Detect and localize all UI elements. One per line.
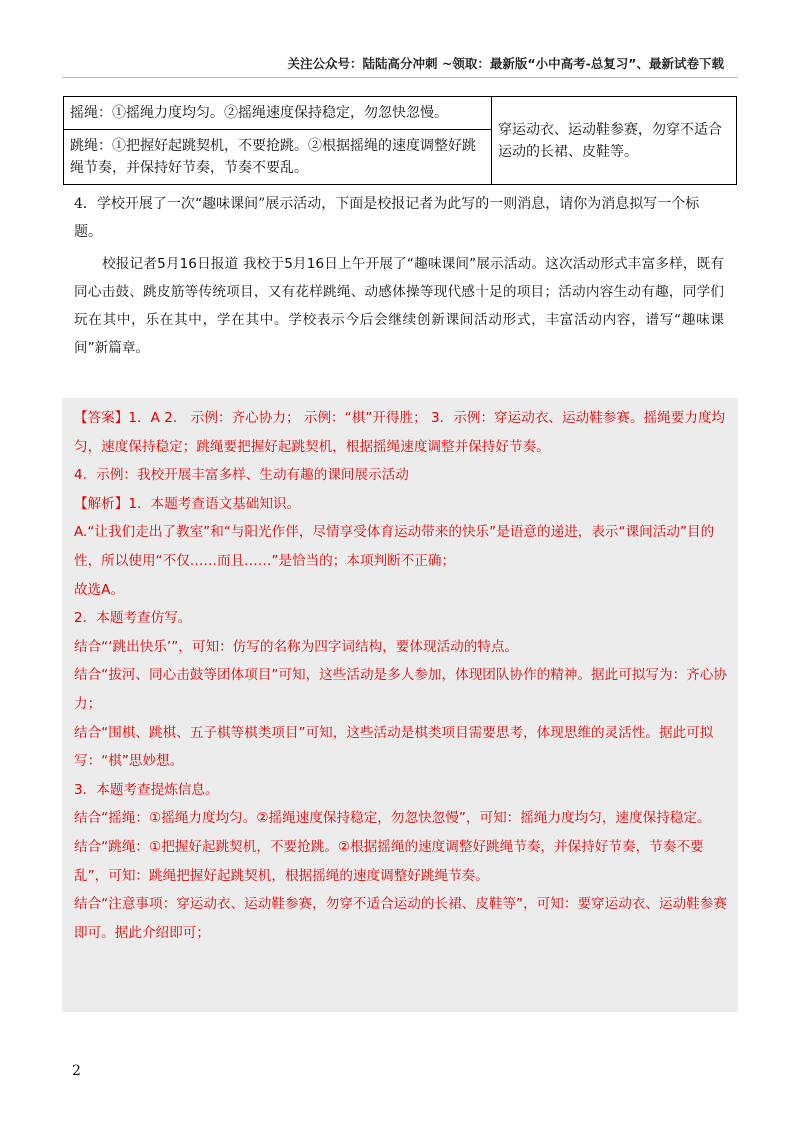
analysis-content: 1．本题考查语文基础知识。 <box>128 495 301 512</box>
analysis-first-line <box>74 490 728 519</box>
rope-skipping-notes-table <box>63 96 737 185</box>
answer-analysis-text <box>74 404 728 947</box>
table-cell-rope-swinging: 摇绳：①摇绳力度均匀。②摇绳速度保持稳定，勿忽快忽慢。 <box>64 97 492 130</box>
analysis-paragraph: A.“让我们走出了教室”和“与阳光作伴，尽情享受体育运动带来的快乐”是语意的递进，表示“课间活动”目的性，所以使用“不仅……而且……”是恰当的；本项判断不正确； <box>74 524 715 569</box>
table-cell-jumping: 跳绳：①把握好起跳契机，不要抢跳。②根据摇绳的速度调整好跳绳节奏，并保持好节奏，节奏不要乱。 <box>64 130 492 185</box>
analysis-paragraph: 故选A。 <box>74 581 125 598</box>
page-number: 2 <box>72 1063 81 1079</box>
page-header: 关注公众号：陆陆高分冲刺 ~领取：最新版“小中高考-总复习”、最新试卷下载 <box>287 56 724 71</box>
answer-tag: 【答案】 <box>74 410 129 426</box>
analysis-paragraph: 结合“跳绳：①把握好起跳契机，不要抢跳。②根据摇绳的速度调整好跳绳节奏，并保持好节奏，节奏不要乱”，可知：跳绳把握好起跳契机，根据摇绳的速度调整好跳绳节奏。 <box>74 838 704 884</box>
analysis-paragraph: 结合“注意事项：穿运动衣、运动鞋参赛，勿穿不适合运动的长裙、皮鞋等”，可知：要穿运动衣、运动鞋参赛即可。据此介绍即可； <box>74 896 727 941</box>
question-4: 4．学校开展了一次“趣味课间”展示活动，下面是校报记者为此写的一则消息，请你为消息拟写一个标题。 <box>74 196 700 240</box>
header-divider <box>62 77 738 78</box>
answer-line-2: 4．示例：我校开展丰富多样、生动有趣的课间展示活动 <box>74 467 409 484</box>
analysis-paragraph: 结合“摇绳：①摇绳力度均匀。②摇绳速度保持稳定，勿忽快忽慢”，可知：摇绳力度均匀，速度保持稳定。 <box>74 810 711 827</box>
answer-content: 1．A 2． 示例：齐心协力； 示例：“棋”开得胜； 3．示例：穿运动衣、运动鞋参赛。摇绳要力度均匀，速度保持稳定；跳绳要把握好起跳契机，根据摇绳速度调整并保持好节奏。 <box>74 410 726 455</box>
table-row <box>64 97 737 130</box>
analysis-paragraph: 2．本题考查仿写。 <box>74 610 192 627</box>
analysis-tag: 【解析】 <box>74 495 129 512</box>
analysis-paragraph: 结合“拔河、同心击鼓等团体项目”可知，这些活动是多人参加，体现团队协作的精神。据此可拟写为：齐心协力； <box>74 667 727 712</box>
analysis-paragraph: 3．本题考查提炼信息。 <box>74 781 219 798</box>
table-cell-attire: 穿运动衣、运动鞋参赛，勿穿不适合运动的长裙、皮鞋等。 <box>492 97 737 185</box>
answer-line-1 <box>74 404 728 461</box>
analysis-paragraph: 结合“围棋、跳棋、五子棋等棋类项目”可知，这些活动是棋类项目需要思考，体现思维的灵活性。据此可拟写：“棋”思妙想。 <box>74 724 714 770</box>
analysis-paragraph: 结合“‘跳出快乐’”，可知：仿写的名称为四字词结构，要体现活动的特点。 <box>74 638 519 655</box>
news-passage: 校报记者5月16日报道 我校于5月16日上午开展了“趣味课间”展示活动。这次活动形式丰富多样，既有同心击鼓、跳皮筋等传统项目，又有花样跳绳、动感体操等现代感十足的项目；活动内容生动有趣，同学们玩在其中，乐在其中，学在其中。学校表示今后会继续创新课间活动形式，丰富活动内容，谱写“趣味课间”新篇章。 <box>74 256 724 356</box>
